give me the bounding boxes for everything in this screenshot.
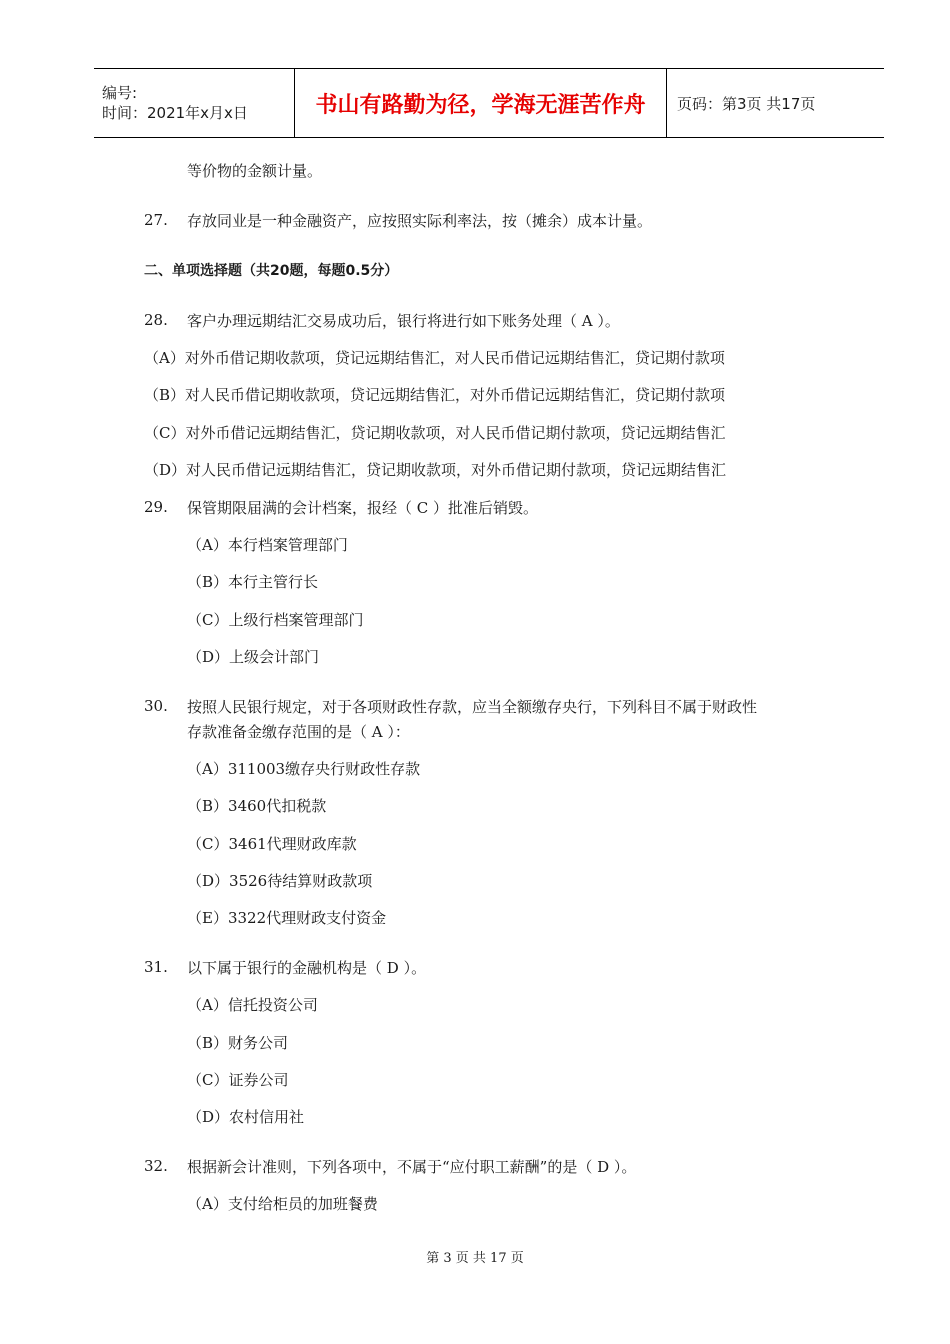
question-number: 28. xyxy=(144,311,168,329)
question-text: 保管期限届满的会计档案，报经（ C ）批准后销毁。 xyxy=(187,499,539,517)
option-b: （B）财务公司 xyxy=(187,1034,289,1052)
question-number: 30. xyxy=(144,697,168,715)
option-d: （D）3526待结算财政款项 xyxy=(187,872,373,890)
question-text: 以下属于银行的金融机构是（ D ）。 xyxy=(187,959,427,977)
question-number: 31. xyxy=(144,958,168,976)
section-heading: 二、单项选择题（共20题，每题0.5分） xyxy=(144,263,399,279)
header-page-info: 页码：第3页 共17页 xyxy=(677,94,816,113)
option-d: （D）上级会计部门 xyxy=(187,648,320,666)
question-text: 存放同业是一种金融资产，应按照实际利率法，按（摊余）成本计量。 xyxy=(187,212,653,230)
header-motto: 书山有路勤为径，学海无涯苦作舟 xyxy=(295,69,667,137)
option-a: （A）支付给柜员的加班餐费 xyxy=(187,1195,378,1213)
option-c: （C）上级行档案管理部门 xyxy=(187,611,364,629)
question-text-continued: 存款准备金缴存范围的是（ A ）： xyxy=(187,723,410,741)
header-meta xyxy=(94,69,295,137)
question-number: 32. xyxy=(144,1157,168,1175)
question-text: 按照人民银行规定，对于各项财政性存款，应当全额缴存央行，下列科目不属于财政性 xyxy=(187,698,758,716)
time-label: 时间：2021年x月x日 xyxy=(102,104,248,122)
option-c: （C）对外币借记远期结售汇，贷记期收款项，对人民币借记期付款项，贷记远期结售汇 xyxy=(144,424,726,442)
option-d: （D）农村信用社 xyxy=(187,1108,305,1126)
option-c: （C）证券公司 xyxy=(187,1071,289,1089)
option-a: （A）本行档案管理部门 xyxy=(187,536,348,554)
question-text: 客户办理远期结汇交易成功后，银行将进行如下账务处理（ A ）。 xyxy=(187,312,620,330)
option-a: （A）311003缴存央行财政性存款 xyxy=(187,760,421,778)
option-c: （C）3461代理财政库款 xyxy=(187,835,357,853)
option-a: （A）信托投资公司 xyxy=(187,996,318,1014)
question-number: 29. xyxy=(144,498,168,516)
page-footer: 第 3 页 共 17 页 xyxy=(426,1251,524,1266)
page-header xyxy=(94,68,884,138)
option-b: （B）本行主管行长 xyxy=(187,573,319,591)
option-d: （D）对人民币借记远期结售汇，贷记期收款项，对外币借记期付款项，贷记远期结售汇 xyxy=(144,461,727,479)
option-a: （A）对外币借记期收款项，贷记远期结售汇，对人民币借记远期结售汇，贷记期付款项 xyxy=(144,349,725,367)
question-number: 27. xyxy=(144,211,168,229)
option-b: （B）对人民币借记期收款项，贷记远期结售汇，对外币借记远期结售汇，贷记期付款项 xyxy=(144,386,726,404)
option-b: （B）3460代扣税款 xyxy=(187,797,327,815)
option-e: （E）3322代理财政支付资金 xyxy=(187,909,387,927)
question-text: 根据新会计准则，下列各项中，不属于“应付职工薪酬”的是（ D ）。 xyxy=(187,1158,637,1176)
doc-number-label: 编号: xyxy=(102,84,138,102)
continued-text: 等价物的金额计量。 xyxy=(187,162,323,180)
